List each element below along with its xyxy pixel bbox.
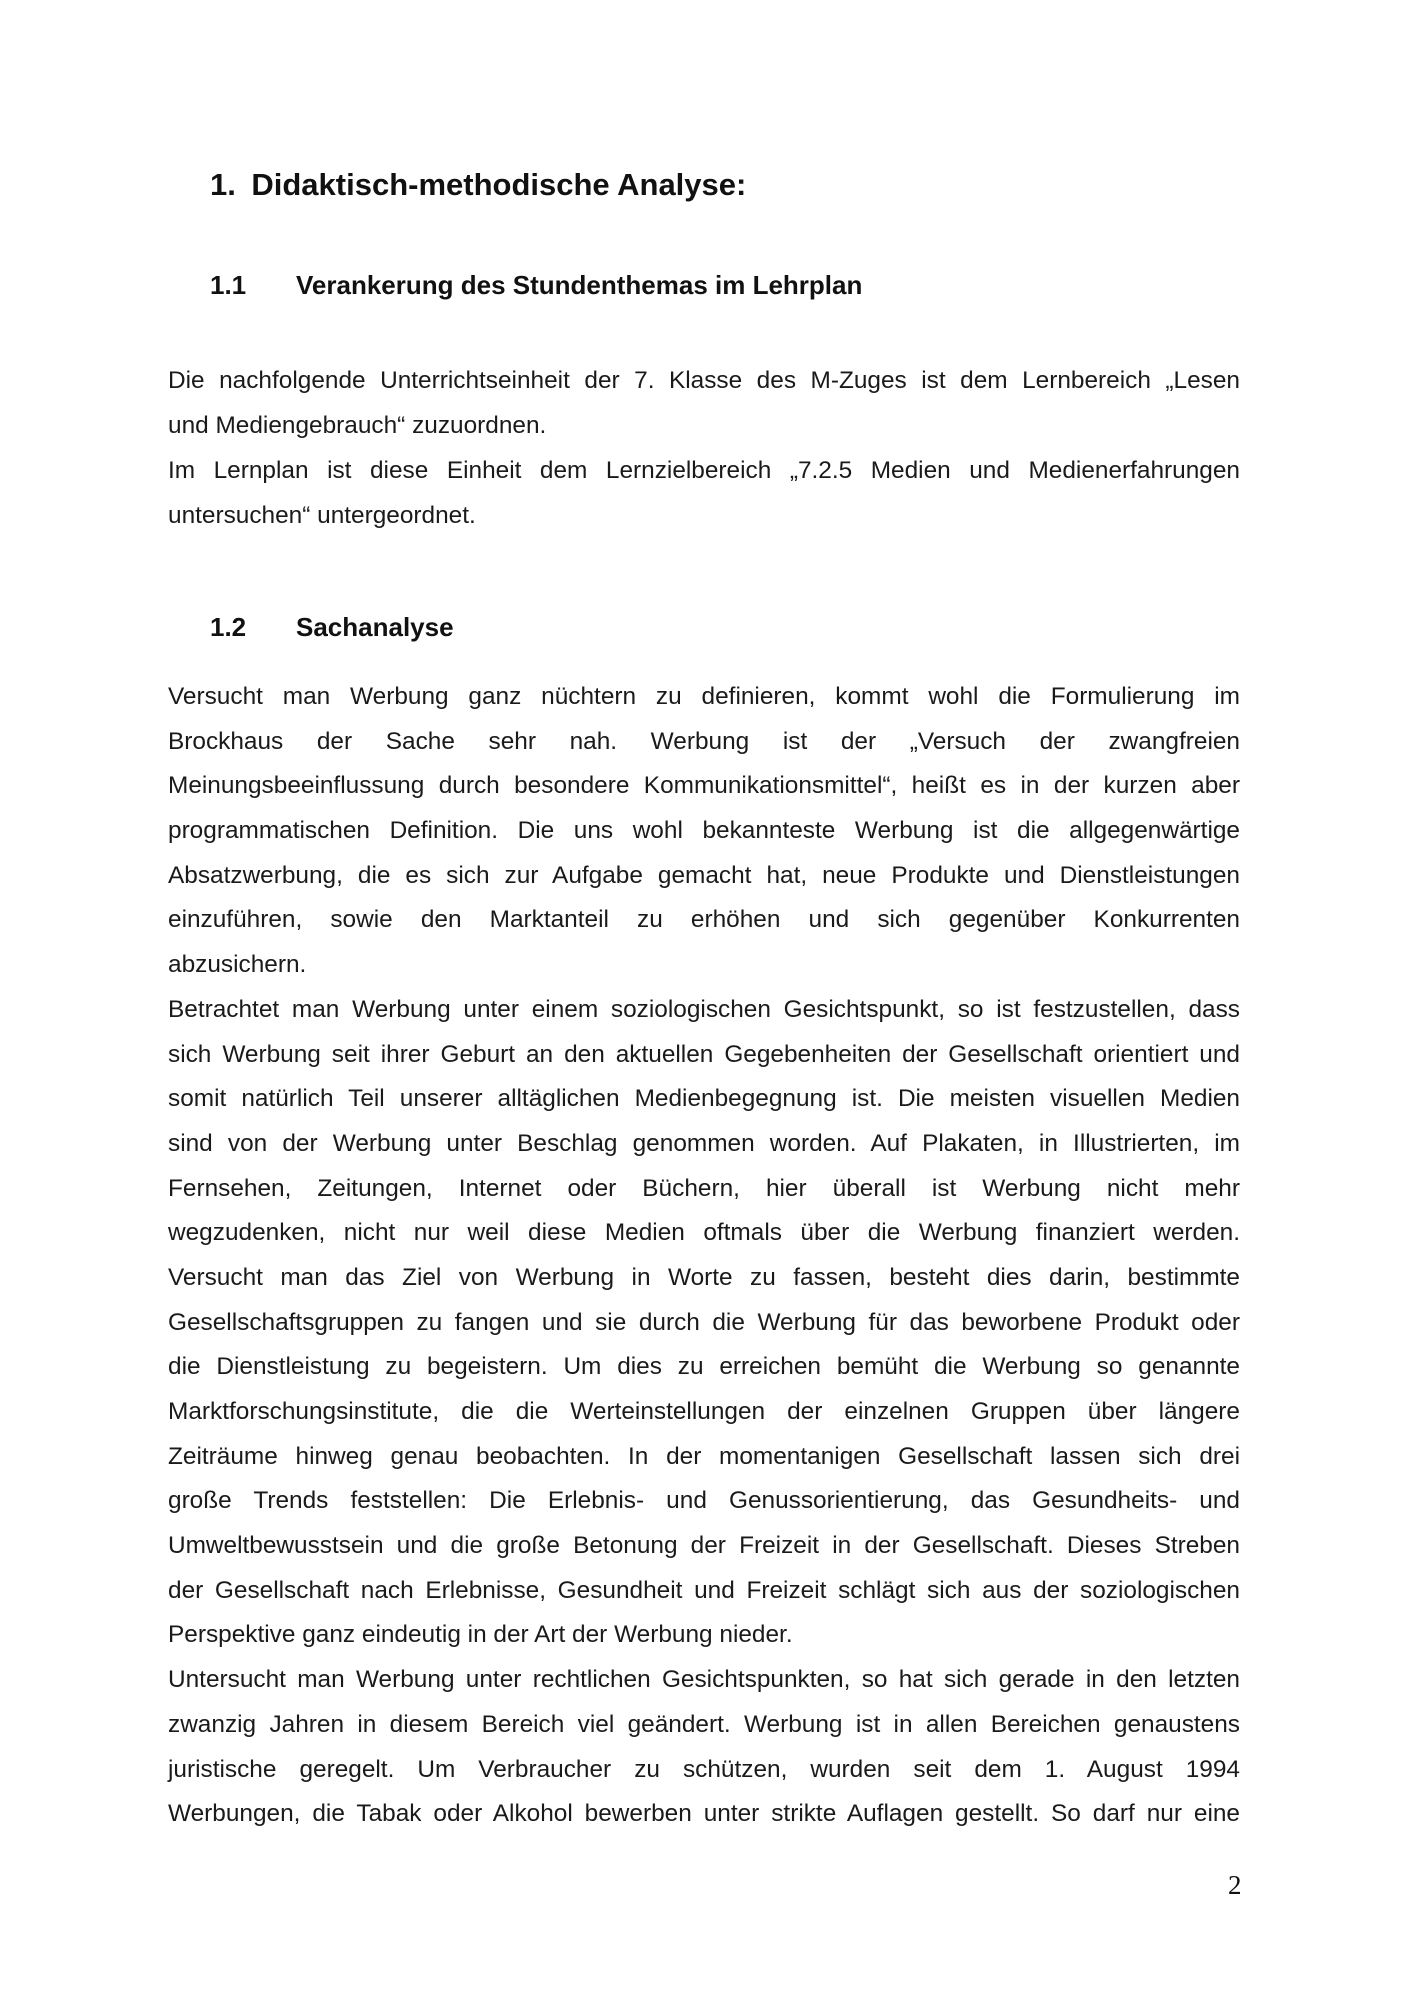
text-line: abzusichern.: [168, 951, 307, 979]
text-line: Umweltbewusstsein und die große Betonung der Freizeit in der Gesellschaft. Dieses Streben: [168, 1532, 1240, 1560]
section-heading-1-2: [210, 612, 454, 643]
text-line: große Trends feststellen: Die Erlebnis- und Genussorientierung, das Gesundheits- und: [168, 1487, 1240, 1515]
text-line: Versucht man das Ziel von Werbung in Worte zu fassen, besteht dies darin, bestimmte: [168, 1263, 1240, 1291]
section-title: Verankerung des Stundenthemas im Lehrplan: [296, 270, 863, 300]
text-line: Gesellschaftsgruppen zu fangen und sie durch die Werbung für das beworbene Produkt oder: [168, 1308, 1240, 1336]
section-number: 1.1: [210, 270, 247, 300]
page-number: 2: [1228, 1870, 1242, 1900]
text-line: zwanzig Jahren in diesem Bereich viel geändert. Werbung ist in allen Bereichen genaustens: [168, 1710, 1240, 1738]
text-line: sich Werbung seit ihrer Geburt an den aktuellen Gegebenheiten der Gesellschaft orientiert und: [168, 1040, 1240, 1068]
text-line: Marktforschungsinstitute, die die Werteinstellungen der einzelnen Gruppen über längere: [168, 1398, 1240, 1425]
text-line: der Gesellschaft nach Erlebnisse, Gesundheit und Freizeit schlägt sich aus der soziologischen: [168, 1576, 1240, 1604]
text-line: juristische geregelt. Um Verbraucher zu schützen, wurden seit dem 1. August 1994: [168, 1755, 1240, 1783]
text-line: untersuchen“ untergeordnet.: [168, 502, 476, 529]
section-1-1-body: [168, 358, 1240, 538]
text-line: Fernsehen, Zeitungen, Internet oder Büchern, hier überall ist Werbung nicht mehr: [168, 1174, 1240, 1202]
text-line: Die nachfolgende Unterrichtseinheit der 7. Klasse des M-Zuges ist dem Lernbereich „Lesen: [168, 367, 1240, 394]
text-line: somit natürlich Teil unserer alltäglichen Medienbegegnung ist. Die meisten visuellen Medien: [168, 1085, 1240, 1113]
main-heading: 1. Didaktisch-methodische Analyse:: [210, 167, 747, 202]
text-line: wegzudenken, nicht nur weil diese Medien oftmals über die Werbung finanziert werden.: [168, 1219, 1240, 1247]
section-heading-1-1: [210, 270, 862, 301]
text-line: Untersucht man Werbung unter rechtlichen Gesichtspunkten, so hat sich gerade in den letzten: [168, 1666, 1240, 1694]
text-line: sind von der Werbung unter Beschlag genommen worden. Auf Plakaten, in Illustrierten, im: [168, 1129, 1240, 1157]
text-line: Brockhaus der Sache sehr nah. Werbung ist der „Versuch der zwangfreien: [168, 727, 1240, 755]
section-title: Sachanalyse: [296, 612, 454, 642]
text-line: einzuführen, sowie den Marktanteil zu erhöhen und sich gegenüber Konkurrenten: [168, 906, 1240, 934]
text-line: die Dienstleistung zu begeistern. Um dies zu erreichen bemüht die Werbung so genannte: [168, 1353, 1240, 1381]
text-line: Perspektive ganz eindeutig in der Art der Werbung nieder.: [168, 1621, 793, 1649]
section-number: 1.2: [210, 612, 247, 642]
text-line: Meinungsbeeinflussung durch besondere Kommunikationsmittel“, heißt es in der kurzen aber: [168, 772, 1240, 800]
text-line: programmatischen Definition. Die uns wohl bekannteste Werbung ist die allgegenwärtige: [168, 817, 1240, 845]
text-line: Werbungen, die Tabak oder Alkohol bewerben unter strikte Auflagen gestellt. So darf nur eine: [168, 1800, 1240, 1828]
text-line: Betrachtet man Werbung unter einem soziologischen Gesichtspunkt, so ist festzustellen, dass: [168, 995, 1240, 1023]
text-line: Im Lernplan ist diese Einheit dem Lernzielbereich „7.2.5 Medien und Medienerfahrungen: [168, 457, 1240, 484]
section-1-2-body: [168, 675, 1240, 1837]
text-line: Absatzwerbung, die es sich zur Aufgabe gemacht hat, neue Produkte und Dienstleistungen: [168, 861, 1240, 889]
text-line: und Mediengebrauch“ zuzuordnen.: [168, 412, 547, 439]
text-line: Zeiträume hinweg genau beobachten. In der momentanigen Gesellschaft lassen sich drei: [168, 1442, 1240, 1470]
text-line: Versucht man Werbung ganz nüchtern zu definieren, kommt wohl die Formulierung im: [168, 683, 1240, 710]
